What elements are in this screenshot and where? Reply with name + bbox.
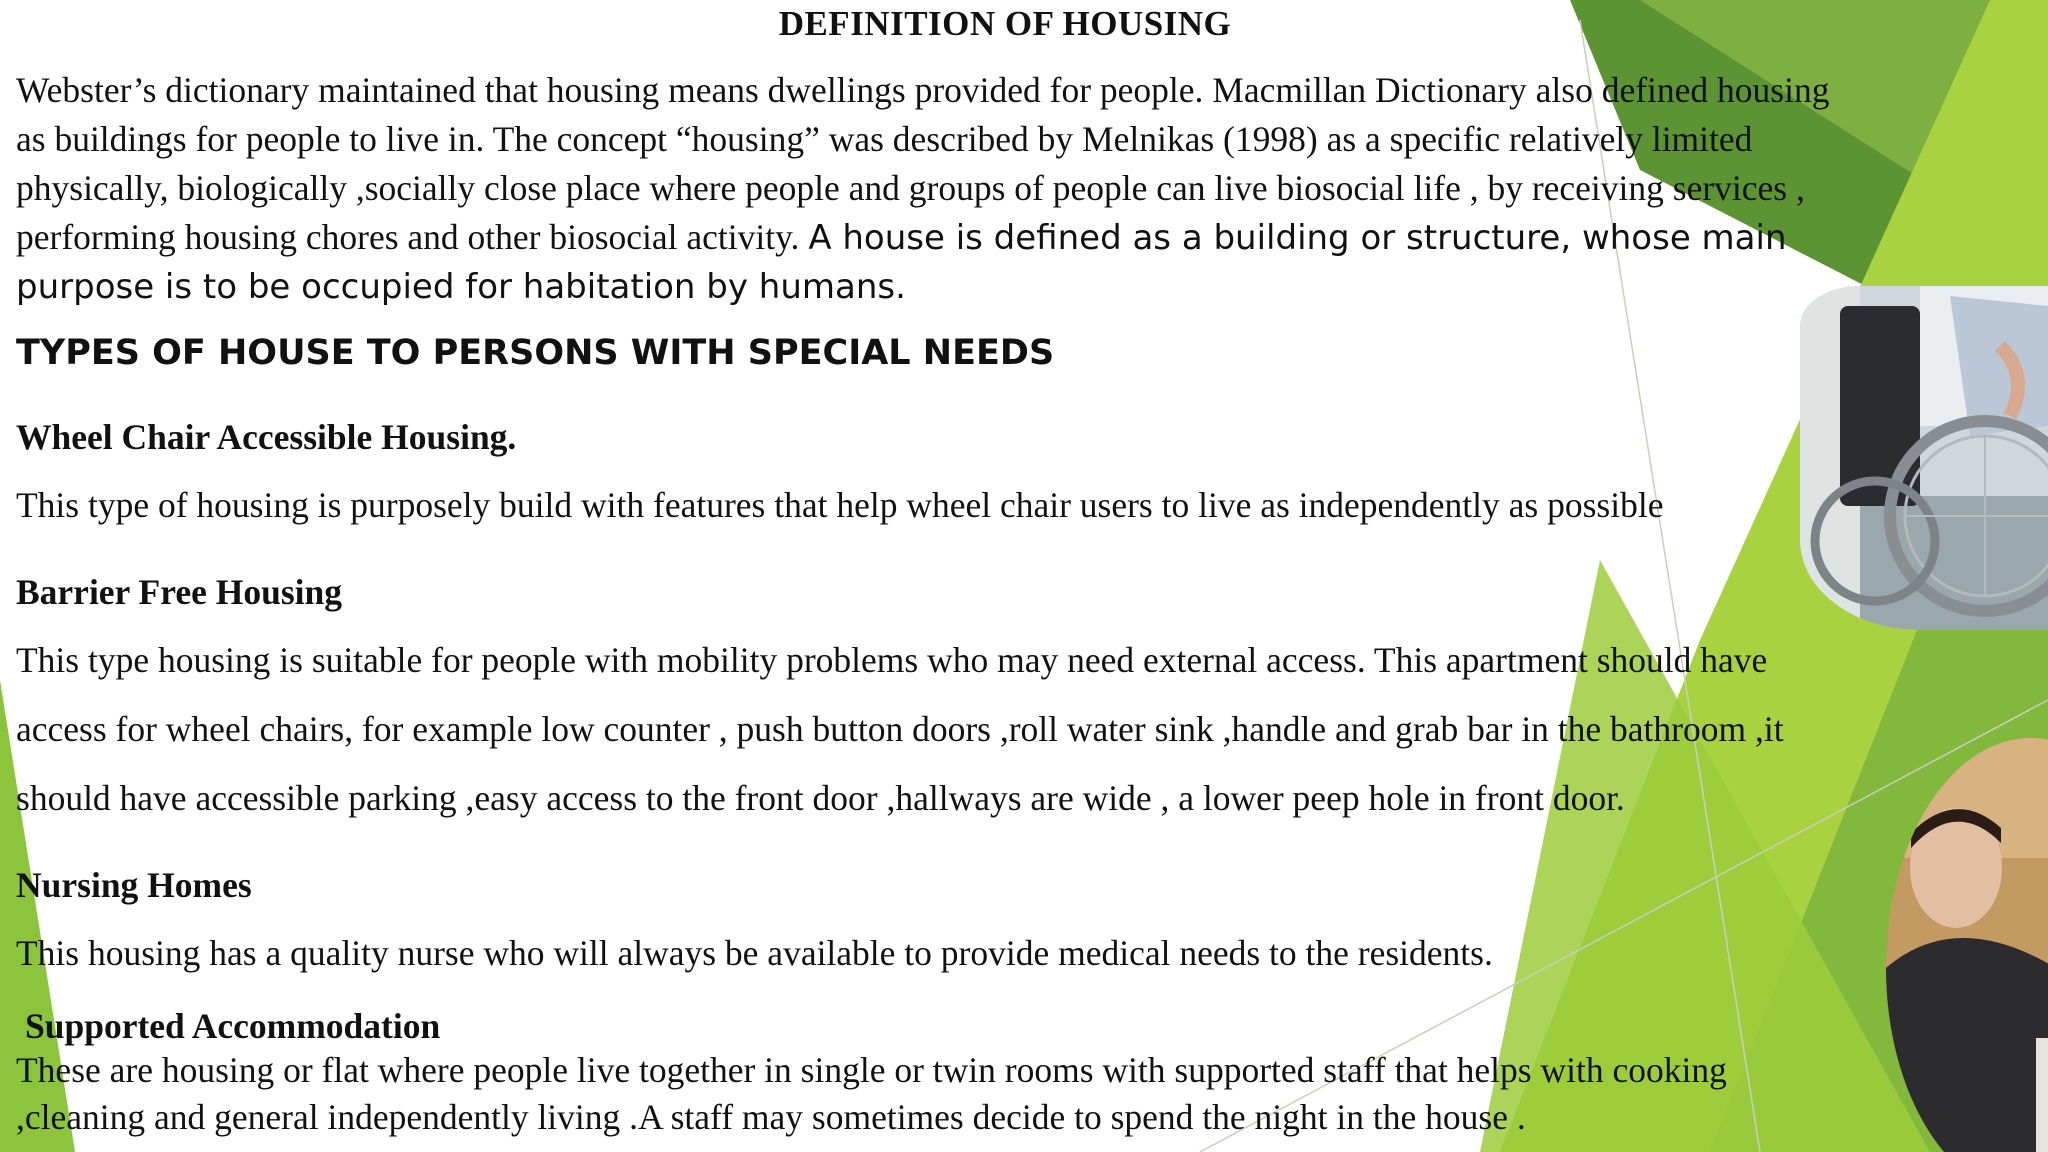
barrier-free-text-line: should have accessible parking ,easy access to the front door ,hallways are wide , a lower peep hole in front door. — [16, 778, 1625, 818]
intro-paragraph — [16, 66, 2006, 312]
barrier-free-heading: Barrier Free Housing — [16, 572, 343, 612]
wheelchair-text: This type of housing is purposely build with features that help wheel chair users to live as independently as possible — [16, 485, 1664, 525]
intro-line: physically, biologically ,socially close place where people and groups of people can live biosocial life , by receiving services , — [16, 168, 1805, 208]
slide-title: DEFINITION OF HOUSING — [778, 4, 1232, 43]
barrier-free-text-line: This type housing is suitable for people with mobility problems who may need external access. This apartment should have — [16, 640, 1768, 680]
house-definition-text: A house is defined as a building or structure, whose main — [808, 218, 1787, 258]
house-definition-text: purpose is to be occupied for habitation by humans. — [16, 267, 906, 307]
barrier-free-text-line: access for wheel chairs, for example low counter , push button doors ,roll water sink ,handle and grab bar in the bathroom ,it — [16, 709, 1784, 749]
wheelchair-heading: Wheel Chair Accessible Housing. — [16, 417, 517, 457]
nursing-heading: Nursing Homes — [16, 865, 252, 905]
intro-line — [16, 213, 2006, 263]
supported-heading: Supported Accommodation — [25, 1006, 441, 1046]
nursing-text: This housing has a quality nurse who will always be available to provide medical needs to the residents. — [16, 933, 1493, 973]
types-heading: TYPES OF HOUSE TO PERSONS WITH SPECIAL NEEDS — [16, 333, 1055, 373]
supported-text-line: ,cleaning and general independently living .A staff may sometimes decide to spend the night in the house . — [16, 1097, 1526, 1137]
wheelchair-icon — [1800, 286, 2048, 630]
supported-text-line: These are housing or flat where people live together in single or twin rooms with supported staff that helps with cooking — [16, 1050, 1727, 1090]
wheelchair-photo — [1800, 286, 2048, 630]
intro-line: Webster’s dictionary maintained that housing means dwellings provided for people. Macmillan Dictionary also defined housing — [16, 70, 1830, 110]
intro-line: as buildings for people to live in. The concept “housing” was described by Melnikas (1998) as a specific relatively limited — [16, 119, 1753, 159]
intro-line-serif-part: performing housing chores and other biosocial activity. — [16, 217, 809, 257]
